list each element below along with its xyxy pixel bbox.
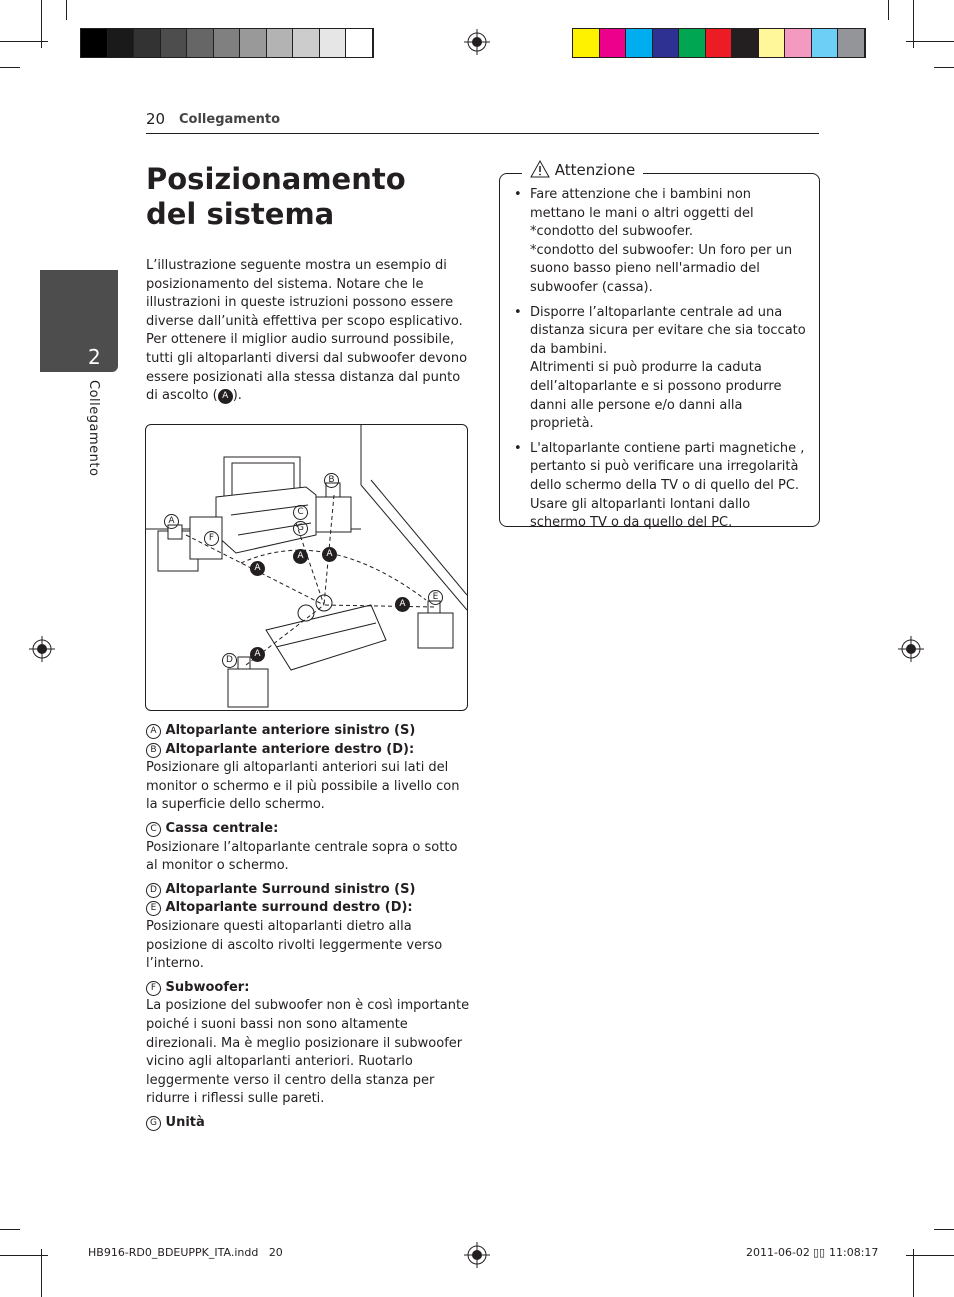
crop-mark	[66, 0, 67, 20]
legend-block	[146, 722, 471, 815]
legend-letter: A	[146, 724, 161, 739]
legend-block	[146, 1114, 471, 1133]
color-swatch	[838, 29, 865, 57]
placement-diagram	[145, 424, 468, 711]
diagram-label-c: C	[293, 505, 308, 520]
diagram-label-e: E	[428, 590, 443, 605]
intro-paragraph	[146, 257, 468, 406]
color-swatch	[81, 29, 108, 57]
color-swatch	[134, 29, 161, 57]
distance-marker-a: A	[250, 647, 265, 662]
color-swatch	[346, 29, 373, 57]
legend-text: Posizionare questi altoparlanti dietro alla posizione di ascolto rivolti leggermente verso l’interno.	[146, 918, 443, 972]
caution-item: • L'altoparlante contiene parti magnetiche , pertanto si può verificare una irregolarità dello schermo della TV o di quello del PC. Usare gli altoparlanti lontani dallo schermo TV o da quello del PC.	[514, 440, 805, 531]
legend-text: Posizionare l’altoparlante centrale sopra o sotto al monitor o schermo.	[146, 839, 458, 874]
legend-block	[146, 881, 471, 974]
crop-mark	[906, 41, 954, 42]
speaker-d	[228, 669, 268, 707]
caution-title: Attenzione	[554, 161, 636, 179]
caution-list	[512, 186, 808, 539]
crop-mark	[934, 67, 954, 68]
crop-mark	[0, 1229, 20, 1230]
caution-text: L'altoparlante contiene parti magnetiche , pertanto si può verificare una irregolarità dello schermo della TV o di quello del PC. Usare gli altoparlanti lontani dallo schermo TV o da quello del PC.	[530, 440, 805, 531]
chapter-tab	[40, 270, 118, 372]
diagram-label-a: A	[164, 514, 179, 529]
legend-title: Altoparlante Surround sinistro (S)	[165, 881, 416, 897]
page-title: Posizionamento del sistema	[146, 162, 406, 231]
distance-marker-a: A	[395, 597, 410, 612]
registration-mark-icon	[898, 636, 924, 662]
legend-letter: D	[146, 883, 161, 898]
legend-title: Unità	[165, 1114, 205, 1130]
diagram-label-d: D	[222, 653, 237, 668]
footer-time: 11:08:17	[829, 1246, 879, 1259]
tv-rack	[216, 487, 316, 553]
legend-title: Subwoofer:	[165, 979, 250, 995]
legend-text: La posizione del subwoofer non è così importante poiché i suoni bassi non sono altamente direzionali. Ma è meglio posizionare il subwoofer vicino agli altoparlanti anteriori. Ruotarlo leggermente verso il centro della stanza per ridurre i riflessi sulle pareti.	[146, 998, 470, 1107]
distance-marker-a: A	[293, 549, 308, 564]
color-swatch	[706, 29, 733, 57]
color-swatch	[600, 29, 627, 57]
diagram-label-g: G	[293, 521, 308, 536]
footer-date: 2011-06-02	[746, 1246, 810, 1259]
color-swatch	[293, 29, 320, 57]
legend-block	[146, 979, 471, 1109]
chapter-number: 2	[88, 345, 101, 369]
legend-letter: G	[146, 1116, 161, 1131]
color-swatch-bar	[572, 28, 866, 58]
distance-marker-a: A	[250, 561, 265, 576]
legend-letter: C	[146, 822, 161, 837]
crop-mark	[0, 1255, 48, 1256]
crop-mark	[0, 41, 48, 42]
legend-title: Altoparlante anteriore destro (D):	[165, 741, 415, 757]
legend-letter: E	[146, 901, 161, 916]
color-swatch	[108, 29, 135, 57]
legend-text: Posizionare gli altoparlanti anteriori sui lati del monitor o schermo e il più possibile a livello con la superficie dello schermo.	[146, 760, 460, 813]
color-swatch	[653, 29, 680, 57]
color-swatch	[240, 29, 267, 57]
legend-block	[146, 820, 471, 876]
warning-icon	[530, 160, 550, 178]
caution-text: Disporre l’altoparlante centrale ad una distanza sicura per evitare che sia toccato da bambini. Altrimenti si può produrre la caduta dell’altoparlante e si possono produrre danni alle persone e/o danni alla proprietà.	[530, 304, 806, 432]
sofa	[266, 605, 386, 670]
color-swatch	[187, 29, 214, 57]
caution-text: Fare attenzione che i bambini non mettano le mani o altri oggetti del *condotto del subwoofer. *condotto del subwoofer: Un foro per un suono basso pieno nell'armadio del subwoofer (cassa).	[530, 187, 793, 295]
footer-file: HB916-RD0_BDEUPPK_ITA.indd 20	[88, 1246, 283, 1259]
crop-mark	[913, 1249, 914, 1297]
registration-mark-icon	[464, 1242, 490, 1268]
legend-letter: B	[146, 743, 161, 758]
legend-title: Altoparlante anteriore sinistro (S)	[165, 723, 416, 738]
caution-header	[522, 160, 643, 179]
caution-item: • Fare attenzione che i bambini non mettano le mani o altri oggetti del *condotto del subwoofer. *condotto del subwoofer: Un foro per un suono basso pieno nell'armadio del subwoofer (cassa).	[514, 187, 793, 295]
color-swatch	[161, 29, 188, 57]
crop-mark	[906, 1255, 954, 1256]
registration-mark-icon	[464, 29, 490, 55]
color-swatch	[812, 29, 839, 57]
crop-mark	[888, 0, 889, 20]
distance-marker-a: A	[322, 547, 337, 562]
registration-mark-icon	[29, 636, 55, 662]
legend-title: Cassa centrale:	[165, 820, 279, 836]
crop-mark	[934, 1229, 954, 1230]
color-swatch	[320, 29, 347, 57]
diagram-label-b: B	[324, 473, 339, 488]
color-swatch	[626, 29, 653, 57]
color-swatch	[679, 29, 706, 57]
crop-mark	[0, 67, 20, 68]
color-swatch	[785, 29, 812, 57]
intro-end: ).	[232, 388, 242, 404]
wall-line	[371, 480, 467, 595]
caution-item: • Disporre l’altoparlante centrale ad una distanza sicura per evitare che sia toccato da bambini. Altrimenti si può produrre la caduta dell’altoparlante e si possono produrre danni alle persone e/o danni alla proprietà.	[514, 304, 806, 432]
color-swatch	[759, 29, 786, 57]
color-swatch	[214, 29, 241, 57]
marker-a-icon: A	[218, 389, 233, 404]
header-rule	[146, 133, 819, 134]
footer-glyph: ▯▯	[813, 1246, 826, 1259]
color-swatch	[267, 29, 294, 57]
section-breadcrumb: Collegamento	[179, 112, 281, 127]
intro-text: L’illustrazione seguente mostra un esempio di posizionamento del sistema. Notare che le illustrazioni in queste istruzioni possono essere diverse dall’unità effettiva per scopo esplicativo. Per ottenere il miglior audio surround possibile, tutti gli altoparlanti diversi dal subwoofer devono essere posizionati alla stessa distanza dal punto di ascolto (	[146, 258, 468, 404]
diagram-label-f: F	[204, 531, 219, 546]
chapter-label: Collegamento	[86, 380, 101, 477]
page-number: 20	[146, 110, 166, 128]
legend-letter: F	[146, 981, 161, 996]
color-swatch	[573, 29, 600, 57]
legend-title: Altoparlante surround destro (D):	[165, 900, 413, 916]
gray-swatch-bar	[80, 28, 374, 58]
color-swatch	[732, 29, 759, 57]
speaker-legend	[146, 722, 471, 1137]
crop-mark	[41, 1249, 42, 1297]
speaker-e	[418, 613, 453, 648]
